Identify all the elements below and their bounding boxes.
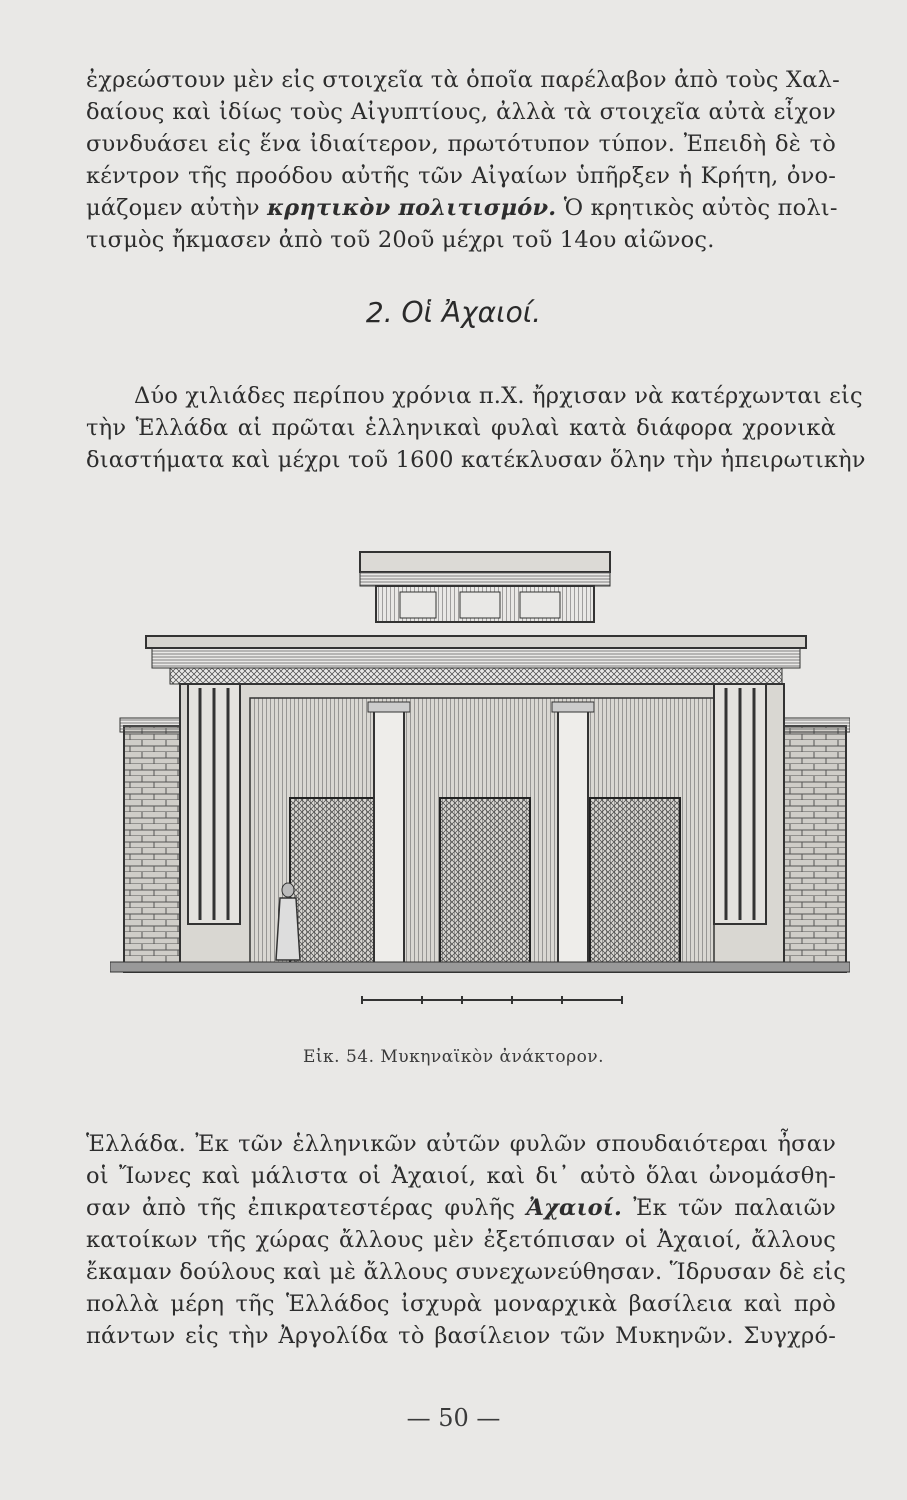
text-line: τισμὸς ἤκμασεν ἀπὸ τοῦ 20οῦ μέχρι τοῦ 14ου αἰῶνος. [86,227,715,253]
emphasis-term: Ἀχαιοί. [526,1195,622,1221]
text-line: κέντρον τῆς προόδου αὐτῆς τῶν Αἰγαίων ὑπῆρξεν ἡ Κρήτη, ὀνο- [86,163,836,189]
text-line: πολλὰ μέρη τῆς Ἑλλάδος ἰσχυρὰ μοναρχικὰ βασίλεια καὶ πρὸ [86,1291,836,1317]
text-span: σαν ἀπὸ τῆς ἐπικρατεστέρας φυλῆς [86,1195,516,1221]
paragraph-top [86,64,840,256]
text-line: ἐχρεώστουν μὲν εἰς στοιχεῖα τὰ ὁποῖα παρέλαβον ἀπὸ τοὺς Χαλ- [86,67,840,93]
text-span: μάζομεν αὐτὴν [86,195,260,221]
emphasis-term: κρητικὸν πολιτισμόν. [267,195,557,221]
text-span: Ἐκ τῶν παλαιῶν [633,1195,837,1221]
text-line: διαστήματα καὶ μέχρι τοῦ 1600 κατέκλυσαν ὅλην τὴν ἠπειρωτικὴν [86,447,866,473]
text-span: Ὁ κρητικὸς αὐτὸς πολι- [563,195,838,221]
paragraph-mid [86,380,866,476]
figure-caption: Εἰκ. 54. Μυκηναϊκὸν ἀνάκτορον. [302,1047,605,1067]
text-line: ἔκαμαν δούλους καὶ μὲ ἄλλους συνεχωνεύθησαν. Ἵδρυσαν δὲ εἰς [86,1259,847,1285]
text-line: πάντων εἰς τὴν Ἀργολίδα τὸ βασίλειον τῶν Μυκηνῶν. Συγχρό- [86,1323,836,1349]
text-line: συνδυάσει εἰς ἕνα ἰδιαίτερον, πρωτότυπον τύπον. Ἐπειδὴ δὲ τὸ [86,131,836,157]
text-line: κατοίκων τῆς χώρας ἄλλους μὲν ἐξετόπισαν οἱ Ἀχαιοί, ἄλλους [86,1227,836,1253]
paragraph-bottom [86,1128,847,1352]
section-heading: 2. Οἱ Ἀχαιοί. [365,296,542,329]
text-line: Δύο χιλιάδες περίπου χρόνια π.Χ. ἤρχισαν νὰ κατέρχωνται εἰς [134,383,863,409]
text-line: Ἑλλάδα. Ἐκ τῶν ἑλληνικῶν αὐτῶν φυλῶν σπουδαιότεραι ἦσαν [86,1131,836,1157]
text-line: τὴν Ἑλλάδα αἱ πρῶται ἑλληνικαὶ φυλαὶ κατὰ διάφορα χρονικὰ [86,415,836,441]
text-line: δαίους καὶ ἰδίως τοὺς Αἰγυπτίους, ἀλλὰ τὰ στοιχεῖα αὐτὰ εἶχον [86,99,836,125]
text-line-mixed [86,192,836,224]
text-line: οἱ Ἴωνες καὶ μάλιστα οἱ Ἀχαιοί, καὶ δι᾽ αὐτὸ ὅλαι ὠνομάσθη- [86,1163,836,1189]
page-number: — 50 — [406,1404,501,1432]
text-line-mixed [86,1192,836,1224]
mycenaean-palace-illustration [110,548,850,1018]
